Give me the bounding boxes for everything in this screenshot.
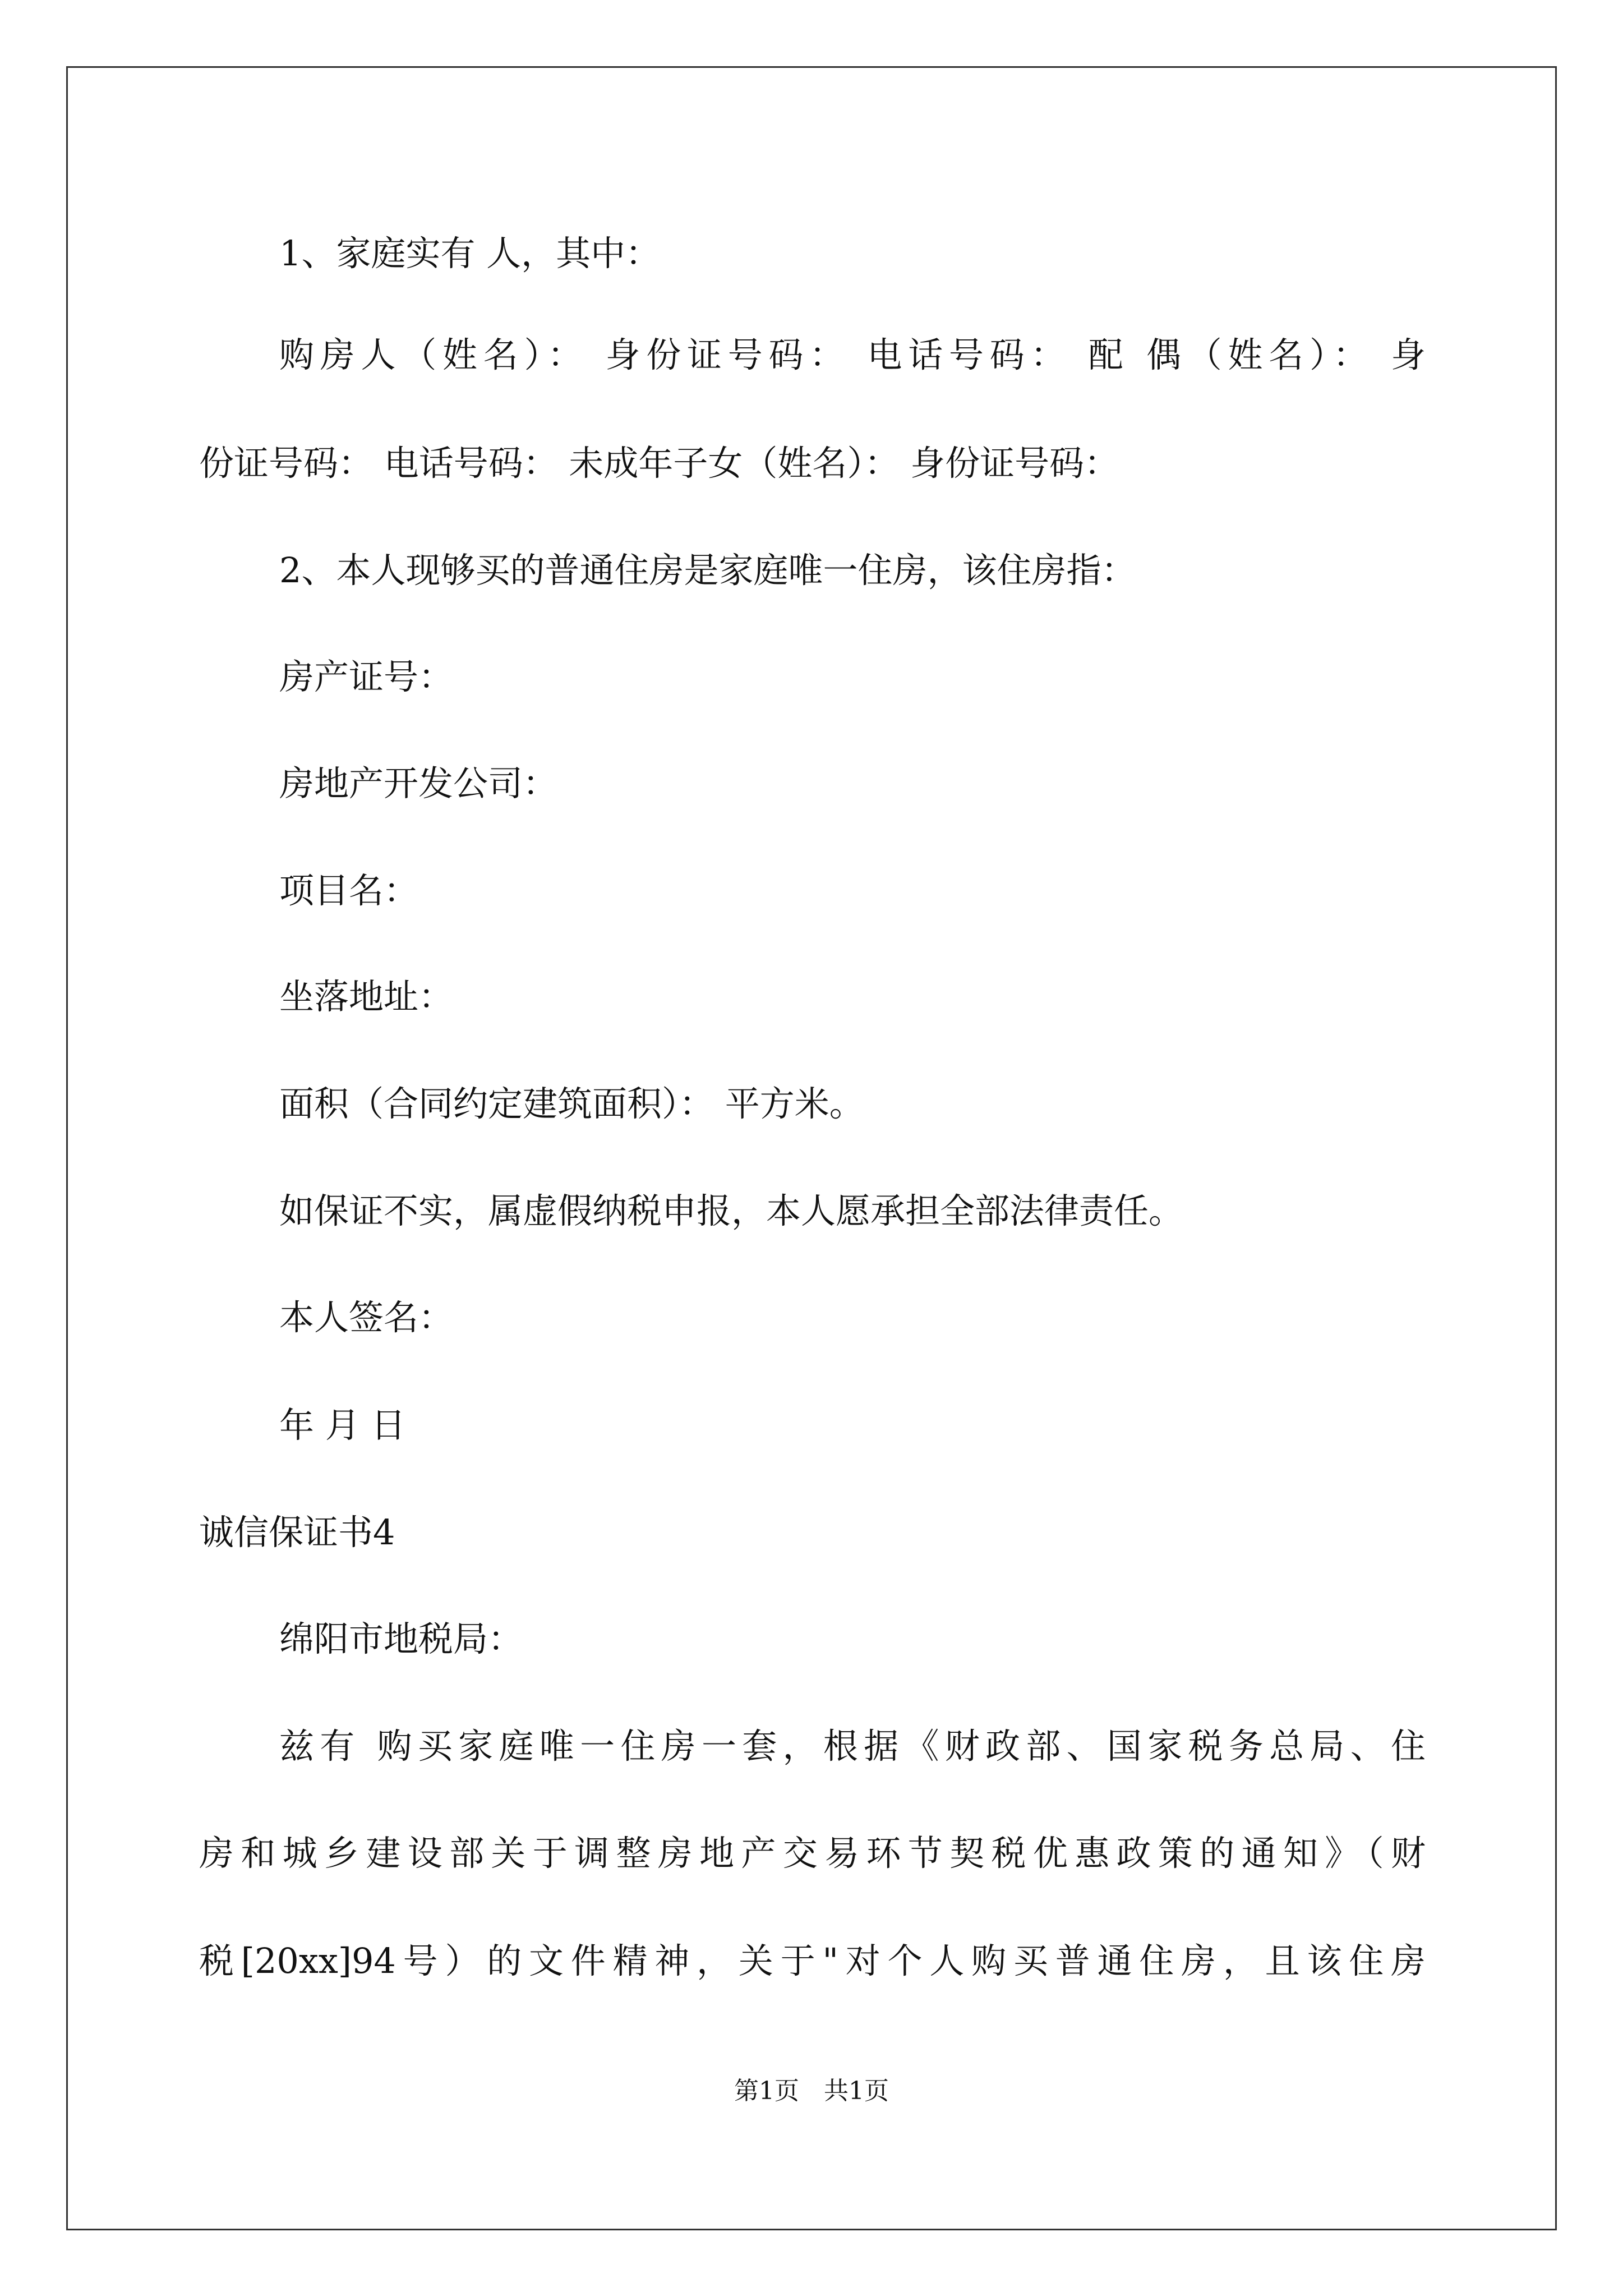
field-property-certificate: 房产证号： — [279, 656, 454, 697]
page-border — [66, 66, 1557, 2230]
field-developer: 房地产开发公司： — [279, 763, 558, 804]
paragraph-liability: 如保证不实，属虚假纳税申报，本人愿承担全部法律责任。 — [279, 1190, 1184, 1231]
field-signature: 本人签名： — [279, 1297, 454, 1338]
section-heading: 诚信保证书4 — [199, 1512, 395, 1553]
field-area: 面积（合同约定建筑面积）： 平方米。 — [279, 1083, 864, 1124]
paragraph-buyer-info-line2: 份证号码： 电话号码： 未成年子女（姓名）： 身份证号码： — [199, 443, 1119, 484]
field-address: 坐落地址： — [279, 976, 454, 1017]
paragraph-body-line3: 税[20xx]94号）的文件精神，关于"对个人购买普通住房，且该住房 — [199, 1940, 1426, 1981]
field-date: 年 月 日 — [279, 1405, 406, 1446]
paragraph-body-line2: 房和城乡建设部关于调整房地产交易环节契税优惠政策的通知》（财 — [199, 1833, 1426, 1874]
paragraph-only-home: 2、本人现够买的普通住房是家庭唯一住房，该住房指： — [279, 550, 1136, 591]
field-project-name: 项目名： — [279, 870, 419, 911]
paragraph-buyer-info-line1: 购房人（姓名）： 身份证号码： 电话号码： 配 偶（姓名）： 身 — [279, 334, 1426, 375]
addressee: 绵阳市地税局： — [279, 1618, 523, 1659]
paragraph-body-line1: 兹有 购买家庭唯一住房一套，根据《财政部、国家税务总局、住 — [279, 1726, 1426, 1766]
page-number: 第1页 共1页 — [734, 2077, 889, 2105]
paragraph-family-members: 1、家庭实有 人，其中： — [279, 233, 661, 274]
